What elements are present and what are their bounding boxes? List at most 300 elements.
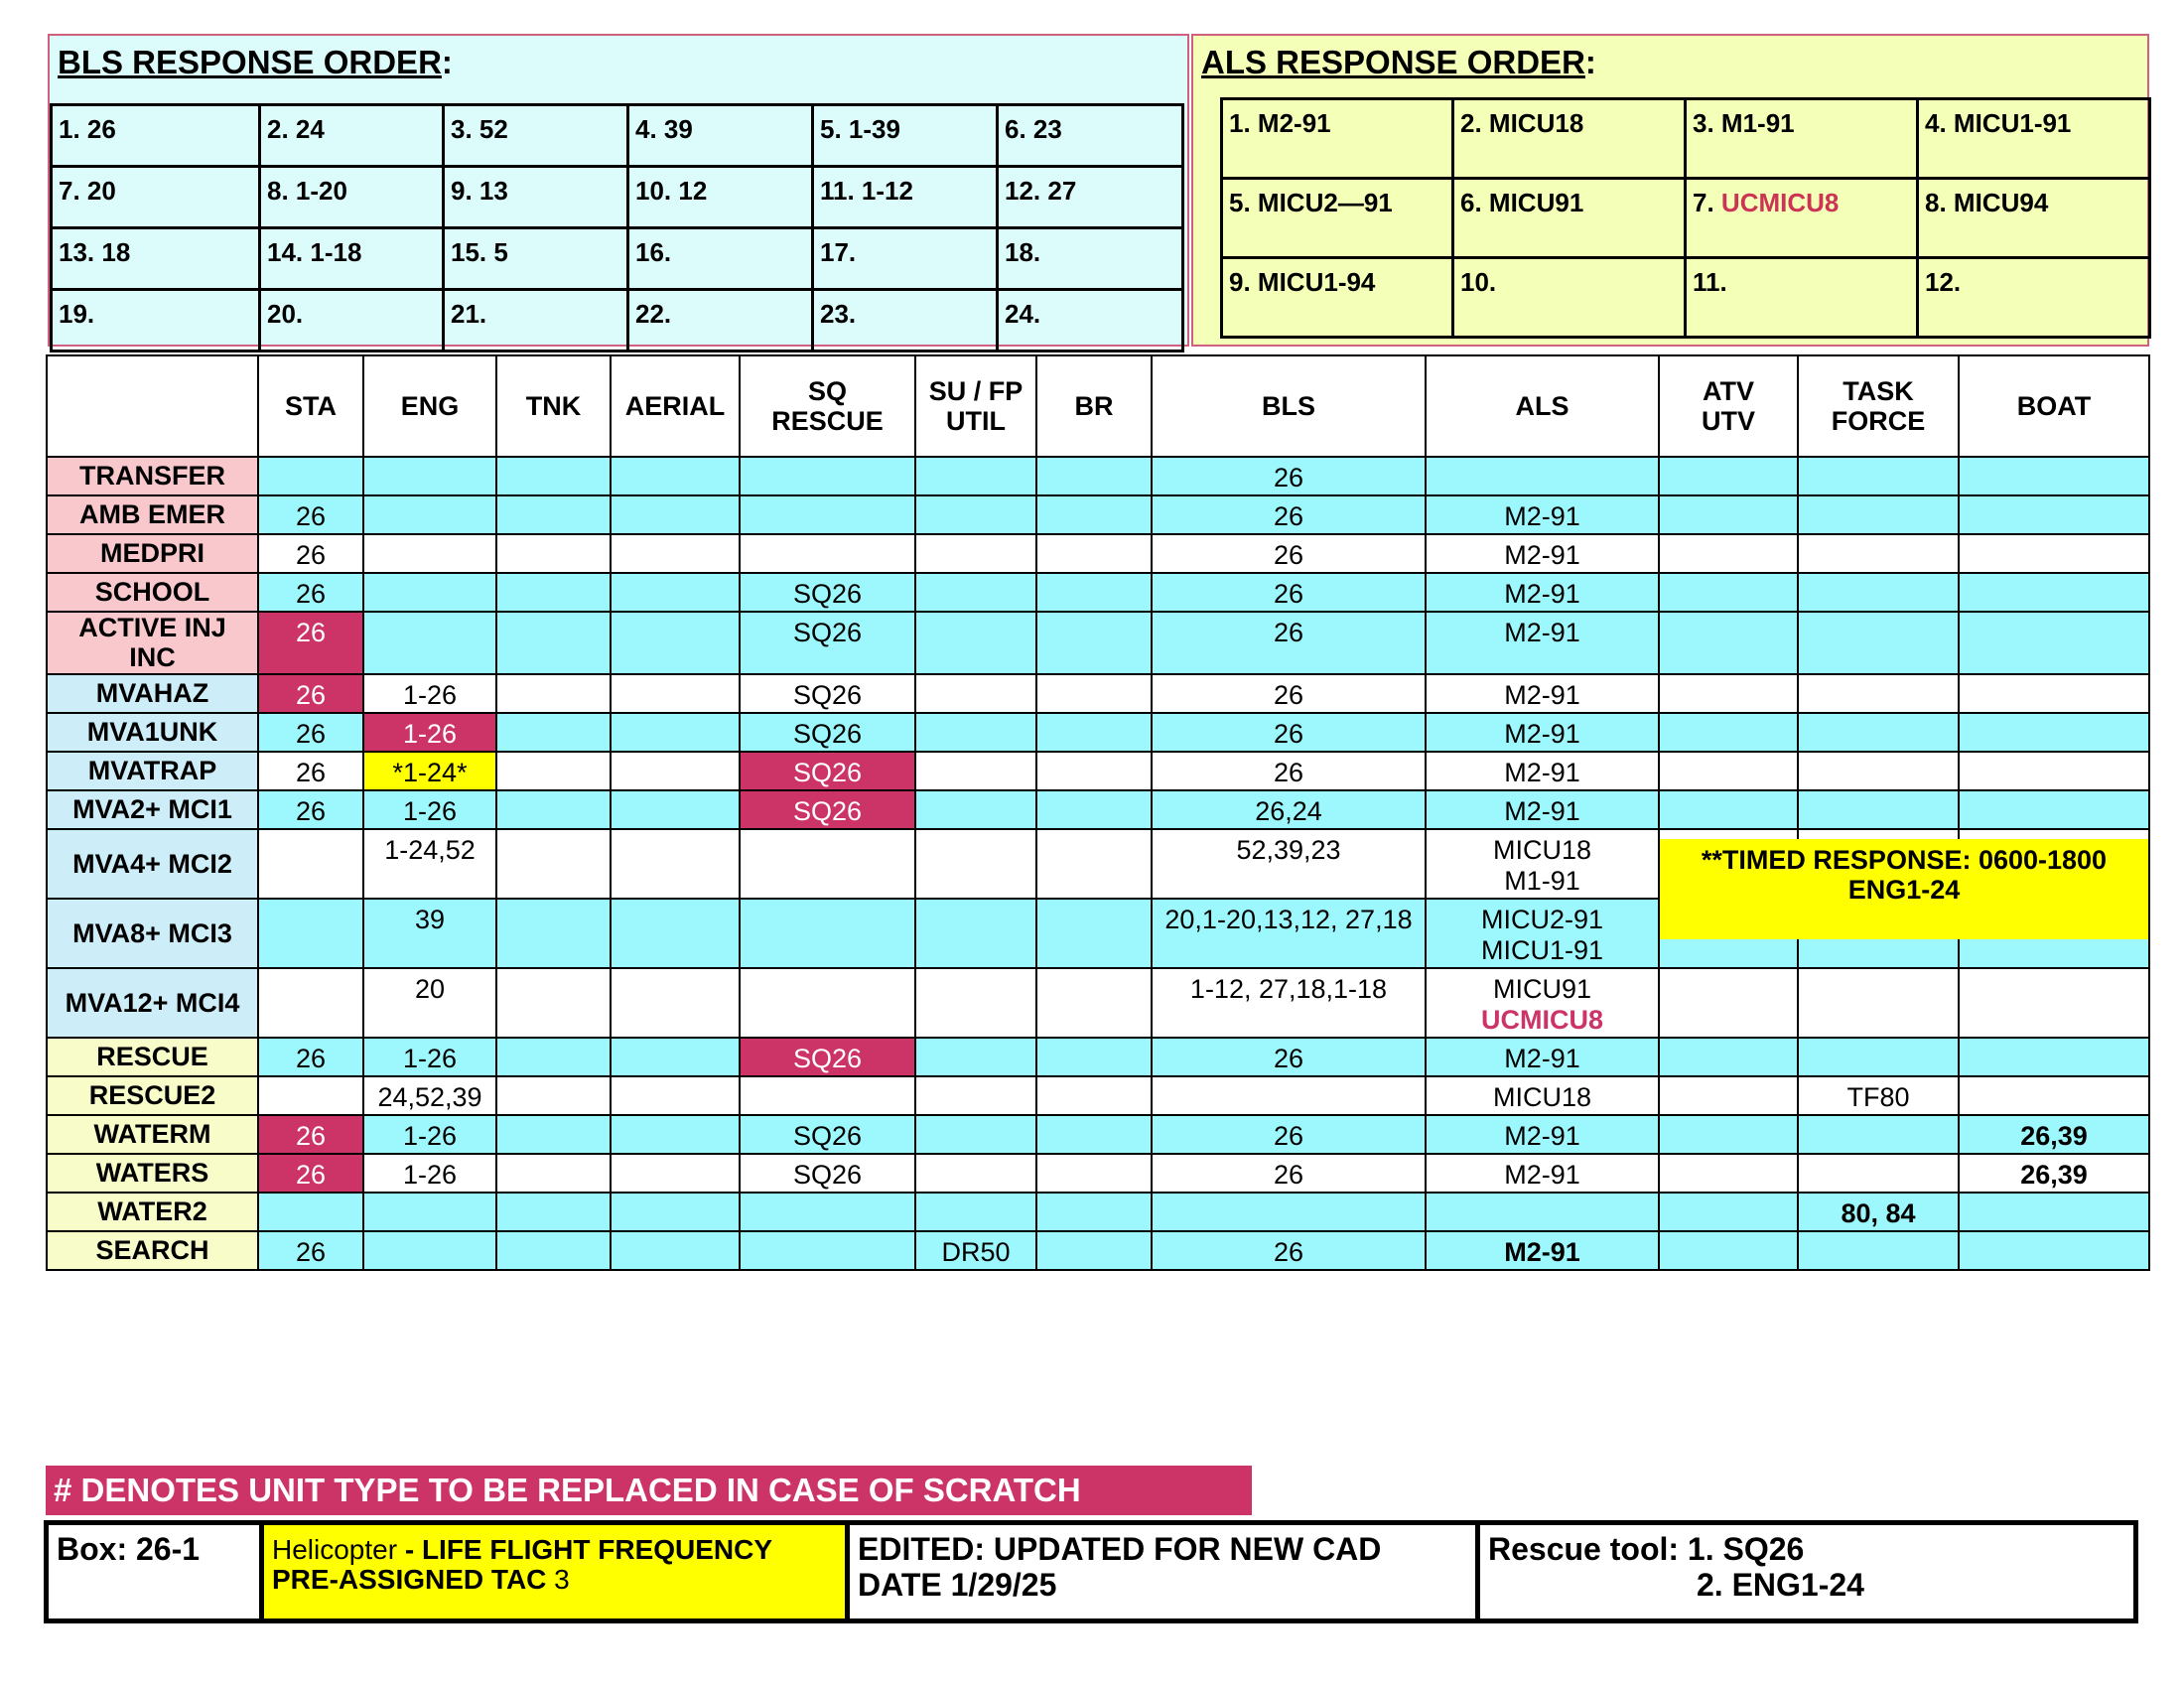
matrix-cell-line: UCMICU8 [1480, 1005, 1603, 1035]
matrix-cell [611, 1193, 740, 1231]
matrix-cell [1036, 457, 1152, 495]
footer-bar [44, 1520, 2138, 1623]
matrix-cell [1036, 713, 1152, 752]
rescue-tool-note [1480, 1525, 2133, 1618]
matrix-cell [1959, 457, 2149, 495]
matrix-cell [740, 829, 915, 899]
matrix-cell [1426, 899, 1659, 968]
matrix-cell [1798, 457, 1959, 495]
column-header-label: SQ RESCUE [771, 376, 884, 436]
als-order-cell [1686, 99, 1918, 179]
matrix-cell [915, 1154, 1036, 1193]
matrix-cell [1798, 1231, 1959, 1270]
matrix-cell [1659, 1193, 1798, 1231]
matrix-cell [1659, 534, 1798, 573]
column-header [1036, 355, 1152, 457]
matrix-cell: SQ26 [740, 713, 915, 752]
bls-order-cell: 24. [998, 290, 1183, 352]
matrix-cell: 26,24 [1152, 790, 1426, 829]
bls-panel-title: BLS RESPONSE ORDER: [58, 44, 453, 80]
bls-response-order-panel [48, 34, 1189, 347]
matrix-cell [915, 674, 1036, 713]
matrix-cell [1959, 573, 2149, 612]
matrix-cell [611, 573, 740, 612]
matrix-cell [1659, 1154, 1798, 1193]
response-matrix [46, 354, 2150, 1271]
matrix-cell [363, 1193, 496, 1231]
column-header [1426, 355, 1659, 457]
matrix-cell [363, 1231, 496, 1270]
als-order-cell [1453, 258, 1686, 338]
bls-order-cell: 18. [998, 228, 1183, 290]
matrix-row [47, 752, 2149, 790]
matrix-cell [915, 1193, 1036, 1231]
matrix-row [47, 790, 2149, 829]
matrix-cell: 26 [1152, 1038, 1426, 1076]
matrix-cell: 26 [258, 752, 363, 790]
matrix-row [47, 573, 2149, 612]
bls-order-cell: 19. [52, 290, 260, 352]
matrix-cell [915, 790, 1036, 829]
column-header-label: BLS [1262, 391, 1315, 421]
row-label: MVA12+ MCI4 [47, 968, 258, 1038]
row-label: MVA8+ MCI3 [47, 899, 258, 968]
matrix-cell [1798, 495, 1959, 534]
matrix-cell: M2-91 [1426, 1038, 1659, 1076]
matrix-cell [915, 612, 1036, 674]
matrix-cell [258, 1076, 363, 1115]
matrix-cell: SQ26 [740, 752, 915, 790]
matrix-cell: 26 [258, 495, 363, 534]
matrix-cell [1426, 1193, 1659, 1231]
matrix-cell: M2-91 [1426, 612, 1659, 674]
matrix-cell: 26 [258, 534, 363, 573]
column-header-label: ENG [400, 391, 460, 421]
matrix-cell: 52,39,23 [1152, 829, 1426, 899]
matrix-row [47, 1154, 2149, 1193]
bls-order-cell: 12. 27 [998, 167, 1183, 228]
row-label: RESCUE [47, 1038, 258, 1076]
row-label: AMB EMER [47, 495, 258, 534]
matrix-cell [258, 457, 363, 495]
matrix-cell [611, 752, 740, 790]
matrix-cell: 26 [1152, 534, 1426, 573]
matrix-cell [1036, 534, 1152, 573]
column-header [1659, 355, 1798, 457]
row-label: MEDPRI [47, 534, 258, 573]
als-order-row [1222, 99, 2150, 179]
bls-order-cell: 9. 13 [444, 167, 628, 228]
matrix-row [47, 1115, 2149, 1154]
timed-response-note [1660, 839, 2148, 939]
matrix-cell [1426, 829, 1659, 899]
matrix-cell [1036, 1076, 1152, 1115]
als-order-cell [1918, 179, 2150, 258]
matrix-cell [1798, 534, 1959, 573]
matrix-cell [1798, 790, 1959, 829]
matrix-cell [496, 1076, 611, 1115]
column-header-label: STA [285, 391, 337, 421]
bls-order-row [52, 167, 1183, 228]
matrix-cell [1659, 573, 1798, 612]
matrix-cell: M2-91 [1426, 573, 1659, 612]
row-label: MVAHAZ [47, 674, 258, 713]
matrix-cell [1036, 752, 1152, 790]
matrix-cell: 1-26 [363, 674, 496, 713]
helicopter-line2a: PRE-ASSIGNED TAC [272, 1564, 555, 1595]
matrix-cell: 26 [258, 1115, 363, 1154]
als-order-unit: UCMICU8 [1720, 188, 1840, 217]
matrix-cell [496, 1154, 611, 1193]
als-order-unit: M1-91 [1720, 108, 1795, 138]
matrix-cell [363, 457, 496, 495]
matrix-cell [1659, 457, 1798, 495]
als-order-number: 12. [1925, 267, 1962, 297]
als-order-number: 10. [1460, 267, 1497, 297]
matrix-cell [1426, 457, 1659, 495]
row-label: ACTIVE INJ INC [47, 612, 258, 674]
als-order-cell [1222, 99, 1453, 179]
helicopter-note [264, 1525, 850, 1618]
row-label: MVATRAP [47, 752, 258, 790]
matrix-cell [740, 968, 915, 1038]
matrix-cell: M2-91 [1426, 790, 1659, 829]
als-order-number: 6. [1460, 188, 1482, 217]
matrix-cell [915, 829, 1036, 899]
matrix-cell [915, 495, 1036, 534]
matrix-cell [496, 1038, 611, 1076]
matrix-cell [496, 457, 611, 495]
matrix-cell [611, 457, 740, 495]
matrix-cell [496, 1193, 611, 1231]
matrix-cell [1659, 790, 1798, 829]
bls-order-grid [50, 103, 1184, 352]
matrix-cell [1798, 612, 1959, 674]
matrix-cell: SQ26 [740, 1154, 915, 1193]
matrix-cell [496, 752, 611, 790]
matrix-cell [915, 457, 1036, 495]
matrix-cell: 26 [258, 713, 363, 752]
matrix-cell [611, 612, 740, 674]
column-header [496, 355, 611, 457]
row-label: MVA2+ MCI1 [47, 790, 258, 829]
row-label: RESCUE2 [47, 1076, 258, 1115]
matrix-cell: 26 [258, 1154, 363, 1193]
matrix-cell: 26 [1152, 612, 1426, 674]
matrix-cell: 1-26 [363, 713, 496, 752]
row-label: WATERS [47, 1154, 258, 1193]
matrix-cell: 20 [363, 968, 496, 1038]
matrix-cell [1036, 899, 1152, 968]
column-header [611, 355, 740, 457]
matrix-cell [1798, 1154, 1959, 1193]
matrix-cell [496, 495, 611, 534]
matrix-cell-line: MICU91 [1492, 974, 1592, 1004]
matrix-cell [1959, 612, 2149, 674]
matrix-cell [1659, 1231, 1798, 1270]
als-order-row [1222, 179, 2150, 258]
matrix-cell [496, 1115, 611, 1154]
matrix-cell [611, 1076, 740, 1115]
matrix-row [47, 1193, 2149, 1231]
matrix-cell [740, 1193, 915, 1231]
row-label: SEARCH [47, 1231, 258, 1270]
matrix-row [47, 534, 2149, 573]
matrix-cell [1659, 495, 1798, 534]
column-header [1798, 355, 1959, 457]
als-order-cell [1686, 258, 1918, 338]
matrix-cell: 26 [258, 674, 363, 713]
matrix-cell [611, 1231, 740, 1270]
matrix-cell [915, 573, 1036, 612]
box-number: Box: 26-1 [49, 1525, 264, 1618]
matrix-row [47, 1038, 2149, 1076]
matrix-cell: 1-12, 27,18,1-18 [1152, 968, 1426, 1038]
als-order-number: 11. [1693, 267, 1727, 297]
timed-response-line2: ENG1-24 [1847, 875, 1961, 905]
matrix-cell [496, 899, 611, 968]
matrix-cell: SQ26 [740, 790, 915, 829]
column-header [258, 355, 363, 457]
bls-order-row [52, 228, 1183, 290]
matrix-cell: 26 [258, 790, 363, 829]
matrix-cell [1659, 1076, 1798, 1115]
als-order-unit: MICU91 [1488, 188, 1584, 217]
matrix-cell [740, 1076, 915, 1115]
bls-order-row [52, 105, 1183, 167]
bls-order-cell: 5. 1-39 [813, 105, 998, 167]
column-header-label: TASK FORCE [1831, 376, 1926, 436]
helicopter-tac-number: 3 [554, 1564, 570, 1595]
als-order-unit: MICU94 [1953, 188, 2049, 217]
column-header-label: TNK [525, 391, 582, 421]
matrix-row [47, 713, 2149, 752]
matrix-cell: 26 [258, 1038, 363, 1076]
matrix-cell [1036, 495, 1152, 534]
row-label: TRANSFER [47, 457, 258, 495]
matrix-cell [1659, 674, 1798, 713]
matrix-cell [258, 829, 363, 899]
matrix-cell: 26 [258, 573, 363, 612]
matrix-cell: SQ26 [740, 1115, 915, 1154]
matrix-cell [1426, 968, 1659, 1038]
matrix-cell [611, 899, 740, 968]
matrix-cell: M2-91 [1426, 713, 1659, 752]
als-order-number: 2. [1460, 108, 1482, 138]
helicopter-line1: - LIFE FLIGHT FREQUENCY [397, 1534, 773, 1565]
bls-order-cell: 2. 24 [260, 105, 444, 167]
matrix-cell: M2-91 [1426, 495, 1659, 534]
matrix-cell [1798, 1115, 1959, 1154]
matrix-cell [1036, 1231, 1152, 1270]
matrix-cell: 26 [1152, 674, 1426, 713]
matrix-cell: 1-26 [363, 1038, 496, 1076]
matrix-cell [1659, 1115, 1798, 1154]
matrix-cell: M2-91 [1426, 1115, 1659, 1154]
column-header [915, 355, 1036, 457]
matrix-cell: 20,1-20,13,12, 27,18 [1152, 899, 1426, 968]
matrix-cell [1152, 1076, 1426, 1115]
matrix-cell [1036, 1154, 1152, 1193]
matrix-cell [1659, 752, 1798, 790]
matrix-cell [1959, 534, 2149, 573]
matrix-cell [740, 457, 915, 495]
als-order-cell [1918, 258, 2150, 338]
matrix-cell [915, 899, 1036, 968]
als-response-order-panel [1191, 34, 2149, 347]
matrix-cell [1798, 674, 1959, 713]
matrix-cell: 26 [258, 1231, 363, 1270]
matrix-row [47, 1076, 2149, 1115]
matrix-cell: 26 [1152, 1231, 1426, 1270]
matrix-cell [496, 612, 611, 674]
bls-order-cell: 1. 26 [52, 105, 260, 167]
row-label: MVA4+ MCI2 [47, 829, 258, 899]
als-order-number: 9. [1229, 267, 1251, 297]
bls-order-cell: 15. 5 [444, 228, 628, 290]
row-label: MVA1UNK [47, 713, 258, 752]
als-order-number: 1. [1229, 108, 1251, 138]
matrix-cell: 24,52,39 [363, 1076, 496, 1115]
matrix-cell: M2-91 [1426, 674, 1659, 713]
matrix-cell [611, 968, 740, 1038]
als-order-number: 7. [1693, 188, 1714, 217]
matrix-cell: *1-24* [363, 752, 496, 790]
helicopter-prefix: Helicopter [272, 1534, 398, 1565]
matrix-cell: 26 [258, 612, 363, 674]
matrix-row [47, 495, 2149, 534]
als-order-grid [1220, 97, 2151, 339]
matrix-cell [363, 495, 496, 534]
scratch-note-banner: # DENOTES UNIT TYPE TO BE REPLACED IN CASE OF SCRATCH [46, 1466, 1252, 1515]
column-header [47, 355, 258, 457]
matrix-cell [611, 495, 740, 534]
als-order-unit: MICU18 [1488, 108, 1584, 138]
matrix-cell [1036, 829, 1152, 899]
matrix-cell [611, 1115, 740, 1154]
matrix-cell: 26 [1152, 457, 1426, 495]
matrix-cell [1959, 495, 2149, 534]
column-header [1959, 355, 2149, 457]
bls-order-row [52, 290, 1183, 352]
matrix-cell [611, 790, 740, 829]
matrix-cell: 1-26 [363, 790, 496, 829]
matrix-cell [1036, 612, 1152, 674]
matrix-cell [363, 534, 496, 573]
matrix-cell [1036, 1193, 1152, 1231]
matrix-cell: M2-91 [1426, 752, 1659, 790]
als-order-number: 3. [1693, 108, 1714, 138]
matrix-cell [1959, 674, 2149, 713]
bls-order-cell: 13. 18 [52, 228, 260, 290]
als-order-cell [1453, 99, 1686, 179]
edit-note [850, 1525, 1480, 1618]
als-order-number: 5. [1229, 188, 1251, 217]
matrix-cell: MICU18 [1426, 1076, 1659, 1115]
matrix-cell [363, 612, 496, 674]
column-header-label: BR [1074, 391, 1114, 421]
matrix-cell [496, 674, 611, 713]
matrix-cell: 26 [1152, 713, 1426, 752]
als-order-unit: MICU2—91 [1257, 188, 1393, 217]
matrix-cell [496, 968, 611, 1038]
matrix-cell: SQ26 [740, 674, 915, 713]
als-order-number: 8. [1925, 188, 1947, 217]
matrix-cell: 39 [363, 899, 496, 968]
matrix-cell [1036, 1038, 1152, 1076]
matrix-cell: M2-91 [1426, 1154, 1659, 1193]
matrix-cell: TF80 [1798, 1076, 1959, 1115]
matrix-cell [1036, 1115, 1152, 1154]
matrix-cell: 26 [1152, 495, 1426, 534]
matrix-cell [1036, 790, 1152, 829]
matrix-cell [1798, 968, 1959, 1038]
edited-date: DATE 1/29/25 [858, 1567, 1057, 1603]
matrix-cell [915, 968, 1036, 1038]
column-header [1152, 355, 1426, 457]
matrix-cell [496, 1231, 611, 1270]
bls-order-cell: 3. 52 [444, 105, 628, 167]
bls-order-cell: 17. [813, 228, 998, 290]
matrix-cell: SQ26 [740, 612, 915, 674]
matrix-cell-line: MICU1-91 [1480, 935, 1604, 965]
matrix-cell-line: M1-91 [1504, 866, 1580, 896]
column-header-label: SU / FP UTIL [928, 376, 1024, 436]
matrix-cell [496, 573, 611, 612]
matrix-row [47, 674, 2149, 713]
column-header [740, 355, 915, 457]
matrix-cell [258, 968, 363, 1038]
matrix-cell [1959, 752, 2149, 790]
als-order-row [1222, 258, 2150, 338]
matrix-cell: 1-26 [363, 1154, 496, 1193]
matrix-cell: 80, 84 [1798, 1193, 1959, 1231]
row-label: WATERM [47, 1115, 258, 1154]
matrix-cell [1798, 573, 1959, 612]
matrix-cell: DR50 [915, 1231, 1036, 1270]
matrix-cell [740, 495, 915, 534]
matrix-cell [1959, 790, 2149, 829]
matrix-cell: 26 [1152, 573, 1426, 612]
matrix-cell [611, 1154, 740, 1193]
row-label: WATER2 [47, 1193, 258, 1231]
matrix-row [47, 968, 2149, 1038]
matrix-cell [1959, 1231, 2149, 1270]
matrix-cell [611, 1038, 740, 1076]
matrix-cell [1959, 713, 2149, 752]
bls-order-cell: 11. 1-12 [813, 167, 998, 228]
matrix-cell [740, 899, 915, 968]
rescue-tool-line1: Rescue tool: 1. SQ26 [1488, 1531, 1805, 1567]
bls-order-cell: 22. [628, 290, 813, 352]
matrix-cell [258, 899, 363, 968]
matrix-cell: SQ26 [740, 573, 915, 612]
matrix-cell [1659, 612, 1798, 674]
column-header-label: ATV UTV [1702, 376, 1755, 436]
als-order-unit: M2-91 [1257, 108, 1331, 138]
matrix-cell: SQ26 [740, 1038, 915, 1076]
matrix-cell: M2-91 [1426, 534, 1659, 573]
matrix-cell: M2-91 [1426, 1231, 1659, 1270]
column-header-label: ALS [1515, 391, 1570, 421]
matrix-cell: 26 [1152, 1154, 1426, 1193]
matrix-cell [1959, 1038, 2149, 1076]
matrix-cell [1036, 674, 1152, 713]
column-header [363, 355, 496, 457]
matrix-cell [1959, 1076, 2149, 1115]
bls-order-cell: 20. [260, 290, 444, 352]
matrix-cell: 1-26 [363, 1115, 496, 1154]
